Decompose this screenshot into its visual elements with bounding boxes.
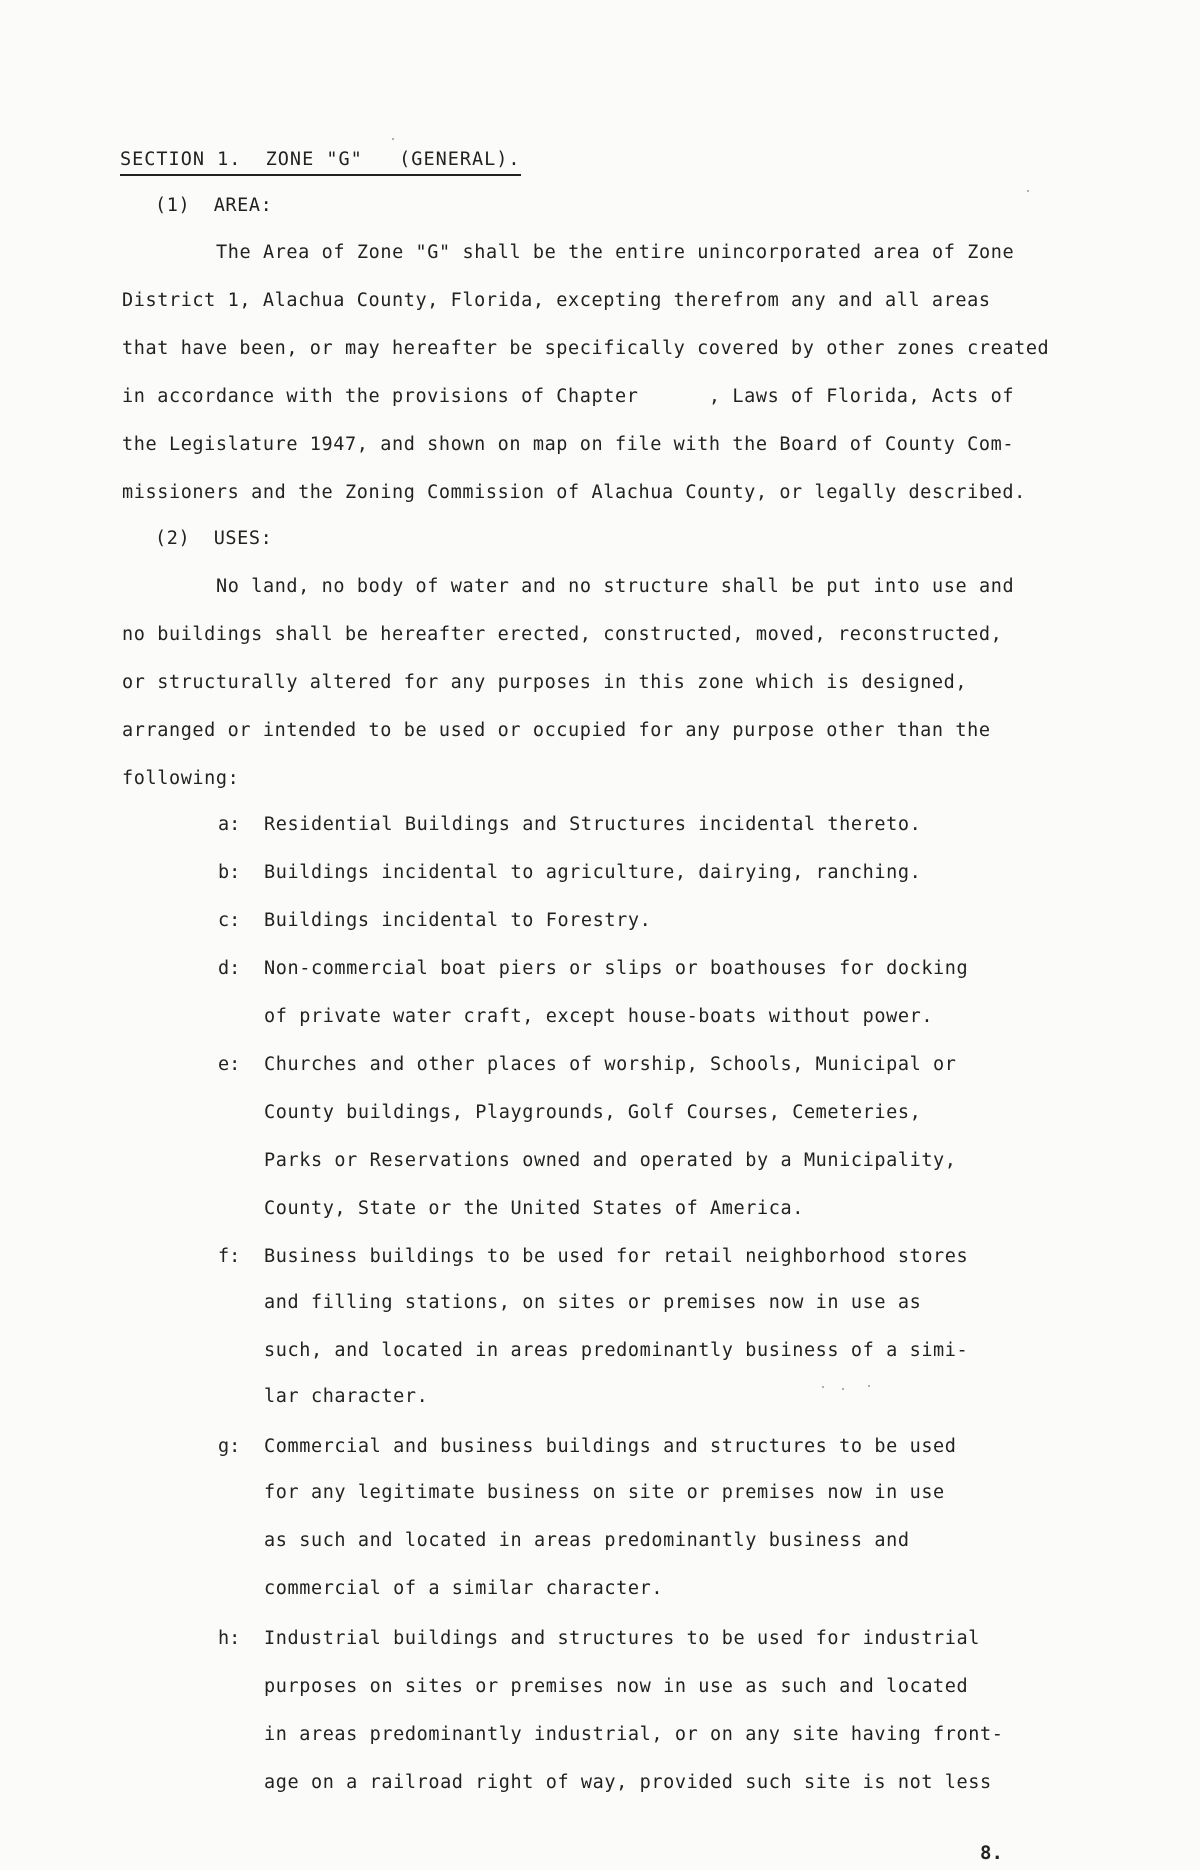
item-e-text: County buildings, Playgrounds, Golf Courses, Cemeteries, [264,1102,922,1123]
item-g-label: g: [218,1436,241,1457]
item-e-text: Churches and other places of worship, Schools, Municipal or [264,1054,957,1075]
item-g-text: Commercial and business buildings and structures to be used [264,1436,957,1457]
uses-label: (2) USES: [155,528,273,549]
scan-speck [822,1386,824,1388]
item-g-text: as such and located in areas predominantly business and [264,1530,910,1551]
uses-line: arranged or intended to be used or occupied for any purpose other than the [122,720,991,741]
item-b-text: Buildings incidental to agriculture, dairying, ranching. [264,862,922,883]
item-a-text: Residential Buildings and Structures incidental thereto. [264,814,922,835]
item-g-text: commercial of a similar character. [264,1578,664,1599]
item-h-text: in areas predominantly industrial, or on any site having front- [264,1724,1004,1745]
uses-line: or structurally altered for any purposes in this zone which is designed, [122,672,968,693]
item-f-text: lar character. [264,1386,429,1407]
item-c-label: c: [218,910,241,931]
uses-line: no buildings shall be hereafter erected, constructed, moved, reconstructed, [122,624,1003,645]
item-h-text: age on a railroad right of way, provided such site is not less [264,1772,992,1793]
scan-speck [842,1388,844,1390]
page-number: 8. [980,1842,1003,1864]
item-h-text: purposes on sites or premises now in use as such and located [264,1676,969,1697]
item-f-text: and filling stations, on sites or premises now in use as [264,1292,922,1313]
area-line: missioners and the Zoning Commission of Alachua County, or legally described. [122,482,1026,503]
uses-line: No land, no body of water and no structure shall be put into use and [216,576,1015,597]
area-line: The Area of Zone "G" shall be the entire unincorporated area of Zone [216,242,1015,263]
item-f-label: f: [218,1246,241,1267]
item-d-label: d: [218,958,241,979]
item-d-text: Non-commercial boat piers or slips or boathouses for docking [264,958,969,979]
uses-line: following: [122,768,240,789]
area-line: District 1, Alachua County, Florida, excepting therefrom any and all areas [122,290,991,311]
scan-speck [392,138,394,140]
item-h-label: h: [218,1628,241,1649]
area-line: the Legislature 1947, and shown on map on file with the Board of County Com- [122,434,1015,455]
item-f-text: Business buildings to be used for retail neighborhood stores [264,1246,969,1267]
section-heading: SECTION 1. ZONE "G" (GENERAL). [120,148,521,176]
item-e-label: e: [218,1054,241,1075]
item-e-text: County, State or the United States of America. [264,1198,804,1219]
item-d-text: of private water craft, except house-boats without power. [264,1006,934,1027]
item-h-text: Industrial buildings and structures to be used for industrial [264,1628,981,1649]
scan-speck [868,1385,870,1387]
item-g-text: for any legitimate business on site or premises now in use [264,1482,945,1503]
item-b-label: b: [218,862,241,883]
item-a-label: a: [218,814,241,835]
scan-speck [1027,190,1029,192]
item-e-text: Parks or Reservations owned and operated by a Municipality, [264,1150,957,1171]
area-line: that have been, or may hereafter be specifically covered by other zones created [122,338,1050,359]
item-c-text: Buildings incidental to Forestry. [264,910,652,931]
area-line: in accordance with the provisions of Chapter , Laws of Florida, Acts of [122,386,1015,407]
item-f-text: such, and located in areas predominantly business of a simi- [264,1340,969,1361]
area-label: (1) AREA: [155,195,273,216]
